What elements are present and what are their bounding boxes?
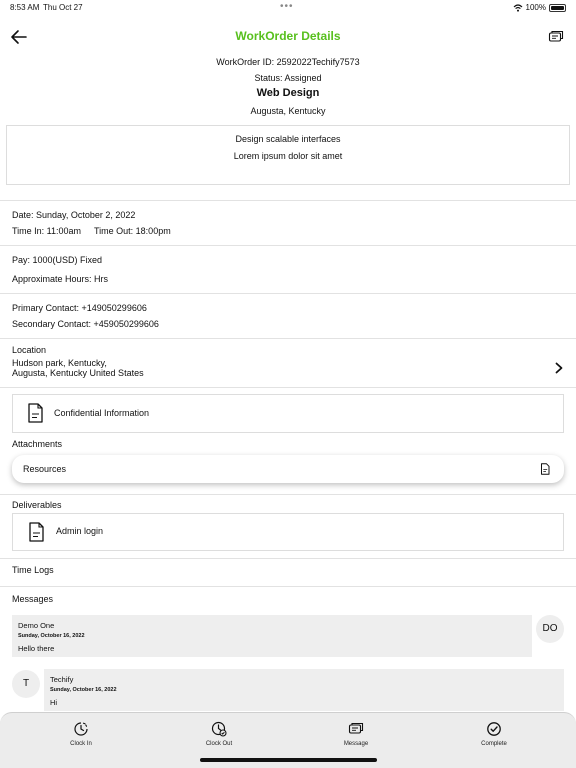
- clock-in-button[interactable]: [41, 721, 121, 747]
- tab-label: Clock Out: [205, 741, 233, 747]
- secondary-contact[interactable]: Secondary Contact: +459050299606: [12, 319, 159, 329]
- page-title: WorkOrder Details: [235, 29, 341, 43]
- resources-attachment[interactable]: [12, 455, 564, 483]
- avatar: T: [12, 670, 40, 698]
- divider: [0, 200, 576, 201]
- document-icon[interactable]: [540, 463, 550, 475]
- workorder-city: Augusta, Kentucky: [250, 106, 326, 116]
- divider: [0, 586, 576, 587]
- confidential-label: Confidential Information: [54, 408, 150, 418]
- tab-label: Message: [343, 741, 369, 747]
- complete-icon: [486, 721, 502, 737]
- description-line-1: Design scalable interfaces: [235, 134, 341, 144]
- message-icon: [348, 721, 364, 737]
- resources-label: Resources: [23, 464, 67, 474]
- deliverables-title: Deliverables: [12, 500, 62, 510]
- tab-label: Complete: [481, 741, 507, 747]
- document-icon: [27, 522, 45, 542]
- deliverable-item-card[interactable]: [12, 513, 564, 551]
- messages-title: Messages: [12, 594, 54, 604]
- battery-icon: [549, 4, 566, 12]
- clock-out-icon: [211, 721, 227, 737]
- document-icon: [26, 403, 44, 423]
- battery-percent: 100%: [525, 3, 546, 12]
- home-indicator[interactable]: [200, 758, 377, 762]
- status-time: 8:53 AM: [10, 3, 40, 12]
- deliverable-label: Admin login: [56, 526, 104, 536]
- time-out: Time Out: 18:00pm: [94, 226, 171, 236]
- confidential-information-card[interactable]: [12, 394, 564, 433]
- message-date: Sunday, October 16, 2022: [50, 687, 117, 693]
- avatar: DO: [536, 615, 564, 643]
- pay-text: Pay: 1000(USD) Fixed: [12, 255, 103, 265]
- workorder-status: Status: Assigned: [254, 73, 322, 83]
- complete-button[interactable]: [454, 721, 534, 747]
- message-button[interactable]: [316, 721, 396, 747]
- divider: [0, 558, 576, 559]
- workorder-title: Web Design: [256, 87, 320, 99]
- message-bubble: [44, 669, 564, 711]
- primary-contact[interactable]: Primary Contact: +149050299606: [12, 303, 147, 313]
- schedule-date: Date: Sunday, October 2, 2022: [12, 210, 136, 220]
- divider: [0, 293, 576, 294]
- message-text: Hi: [50, 698, 58, 707]
- divider: [0, 338, 576, 339]
- message-text: Hello there: [18, 644, 55, 653]
- status-date: Thu Oct 27: [43, 3, 83, 12]
- attachments-title: Attachments: [12, 439, 63, 449]
- status-right: [513, 3, 566, 12]
- message-date: Sunday, October 16, 2022: [18, 633, 85, 639]
- nav-header: [0, 24, 576, 50]
- description-line-2: Lorem ipsum dolor sit amet: [233, 151, 343, 161]
- approximate-hours: Approximate Hours: Hrs: [12, 274, 109, 284]
- clock-in-icon: [73, 721, 89, 737]
- workorder-id: WorkOrder ID: 2592022Techify7573: [216, 57, 360, 67]
- time-in: Time In: 11:00am: [12, 226, 82, 236]
- multitask-dots-icon[interactable]: •••: [280, 1, 294, 12]
- location-title: Location: [12, 345, 47, 355]
- status-bar: [0, 0, 576, 14]
- message-author: Techify: [50, 675, 74, 684]
- location-line-2: Augusta, Kentucky United States: [12, 368, 144, 378]
- chevron-right-icon[interactable]: [554, 362, 564, 374]
- tab-label: Clock In: [70, 741, 92, 747]
- message-author: Demo One: [18, 621, 55, 630]
- divider: [0, 387, 576, 388]
- message-bubble: [12, 615, 532, 657]
- clock-out-button[interactable]: [179, 721, 259, 747]
- location-address: [12, 358, 144, 378]
- divider: [0, 245, 576, 246]
- location-line-1: Hudson park, Kentucky,: [12, 358, 107, 368]
- time-logs-title[interactable]: Time Logs: [12, 565, 54, 575]
- messages-icon[interactable]: [548, 29, 564, 45]
- description-box: [6, 125, 570, 185]
- wifi-icon: [513, 4, 523, 12]
- divider: [0, 494, 576, 495]
